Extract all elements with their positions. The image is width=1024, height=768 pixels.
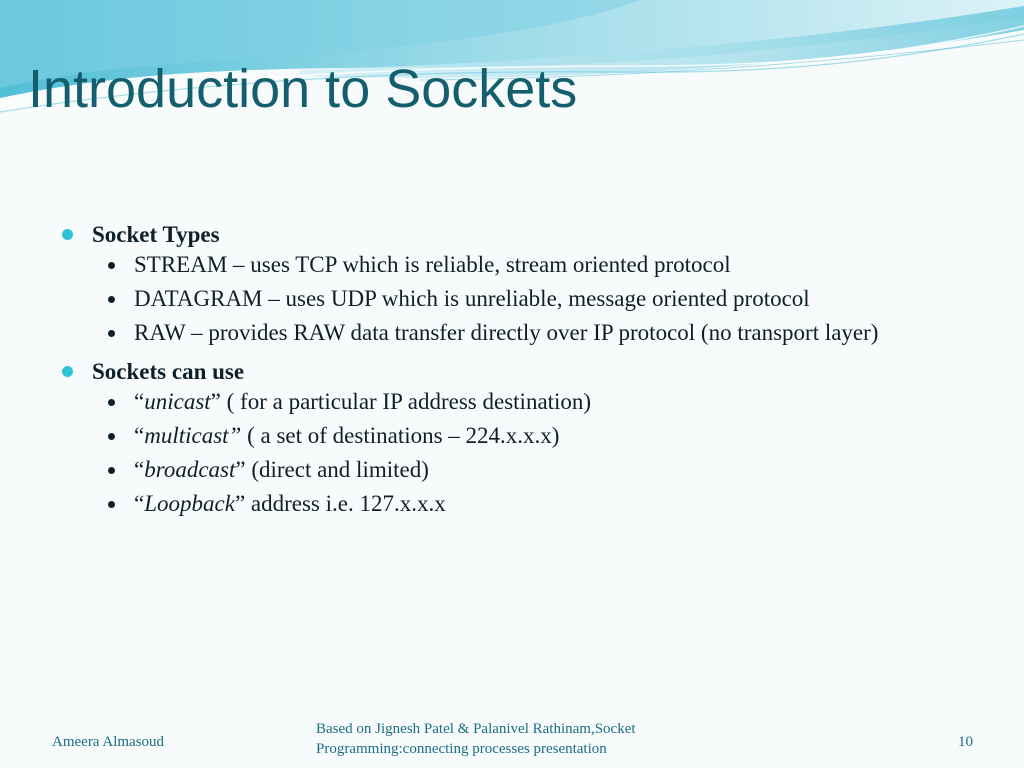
list-item-text: ” ( for a particular IP address destination): [210, 389, 592, 414]
list-item-text: ” address i.e. 127.x.x.x: [234, 491, 446, 516]
list-item-text: ( a set of destinations – 224.x.x.x): [241, 423, 560, 448]
footer-source-line: Based on Jignesh Patel & Palanivel Rathinam,Socket: [316, 721, 636, 737]
slide-body: [62, 218, 962, 524]
bullet-dot-icon: [62, 366, 73, 377]
bullet-dot-icon: [108, 330, 115, 337]
section-heading: Sockets can use: [92, 359, 245, 384]
bullet-dot-icon: [108, 501, 115, 508]
list-item-loopback: [62, 490, 954, 517]
open-quote: “: [134, 457, 145, 482]
footer-source-line: Programming:connecting processes presentation: [316, 741, 607, 757]
list-item-datagram: [62, 285, 954, 312]
bullet-dot-icon: [62, 229, 73, 240]
bullet-dot-icon: [108, 262, 115, 269]
list-item-multicast: [62, 422, 954, 449]
list-item-raw: [62, 319, 954, 346]
bullet-dot-icon: [108, 296, 115, 303]
bullet-socket-types: [62, 218, 962, 251]
section-heading: Socket Types: [92, 222, 220, 247]
open-quote: “: [134, 491, 145, 516]
list-item-text: ” (direct and limited): [235, 457, 429, 482]
list-item-unicast: [62, 388, 954, 415]
open-quote: “: [134, 423, 145, 448]
list-item-text: DATAGRAM – uses UDP which is unreliable, message oriented protocol: [134, 286, 810, 311]
slide-number: 10: [958, 734, 973, 750]
list-item-broadcast: [62, 456, 954, 483]
term-broadcast: broadcast: [144, 457, 236, 482]
term-multicast: multicast”: [144, 423, 242, 448]
bullet-sockets-can-use: [62, 355, 962, 388]
socket-types-list: [62, 251, 962, 346]
bullet-dot-icon: [108, 433, 115, 440]
footer-author: Ameera Almasoud: [52, 734, 165, 750]
bullet-dot-icon: [108, 467, 115, 474]
open-quote: “: [134, 389, 145, 414]
sockets-can-use-list: [62, 388, 962, 517]
footer-source: [316, 719, 736, 759]
list-item-stream: [62, 251, 954, 278]
term-unicast: unicast: [144, 389, 211, 414]
list-item-text: RAW – provides RAW data transfer directly over IP protocol (no transport layer): [134, 320, 879, 345]
slide-title: Introduction to Sockets: [28, 59, 578, 119]
term-loopback: Loopback: [144, 491, 235, 516]
bullet-dot-icon: [108, 399, 115, 406]
list-item-text: STREAM – uses TCP which is reliable, stream oriented protocol: [134, 252, 731, 277]
